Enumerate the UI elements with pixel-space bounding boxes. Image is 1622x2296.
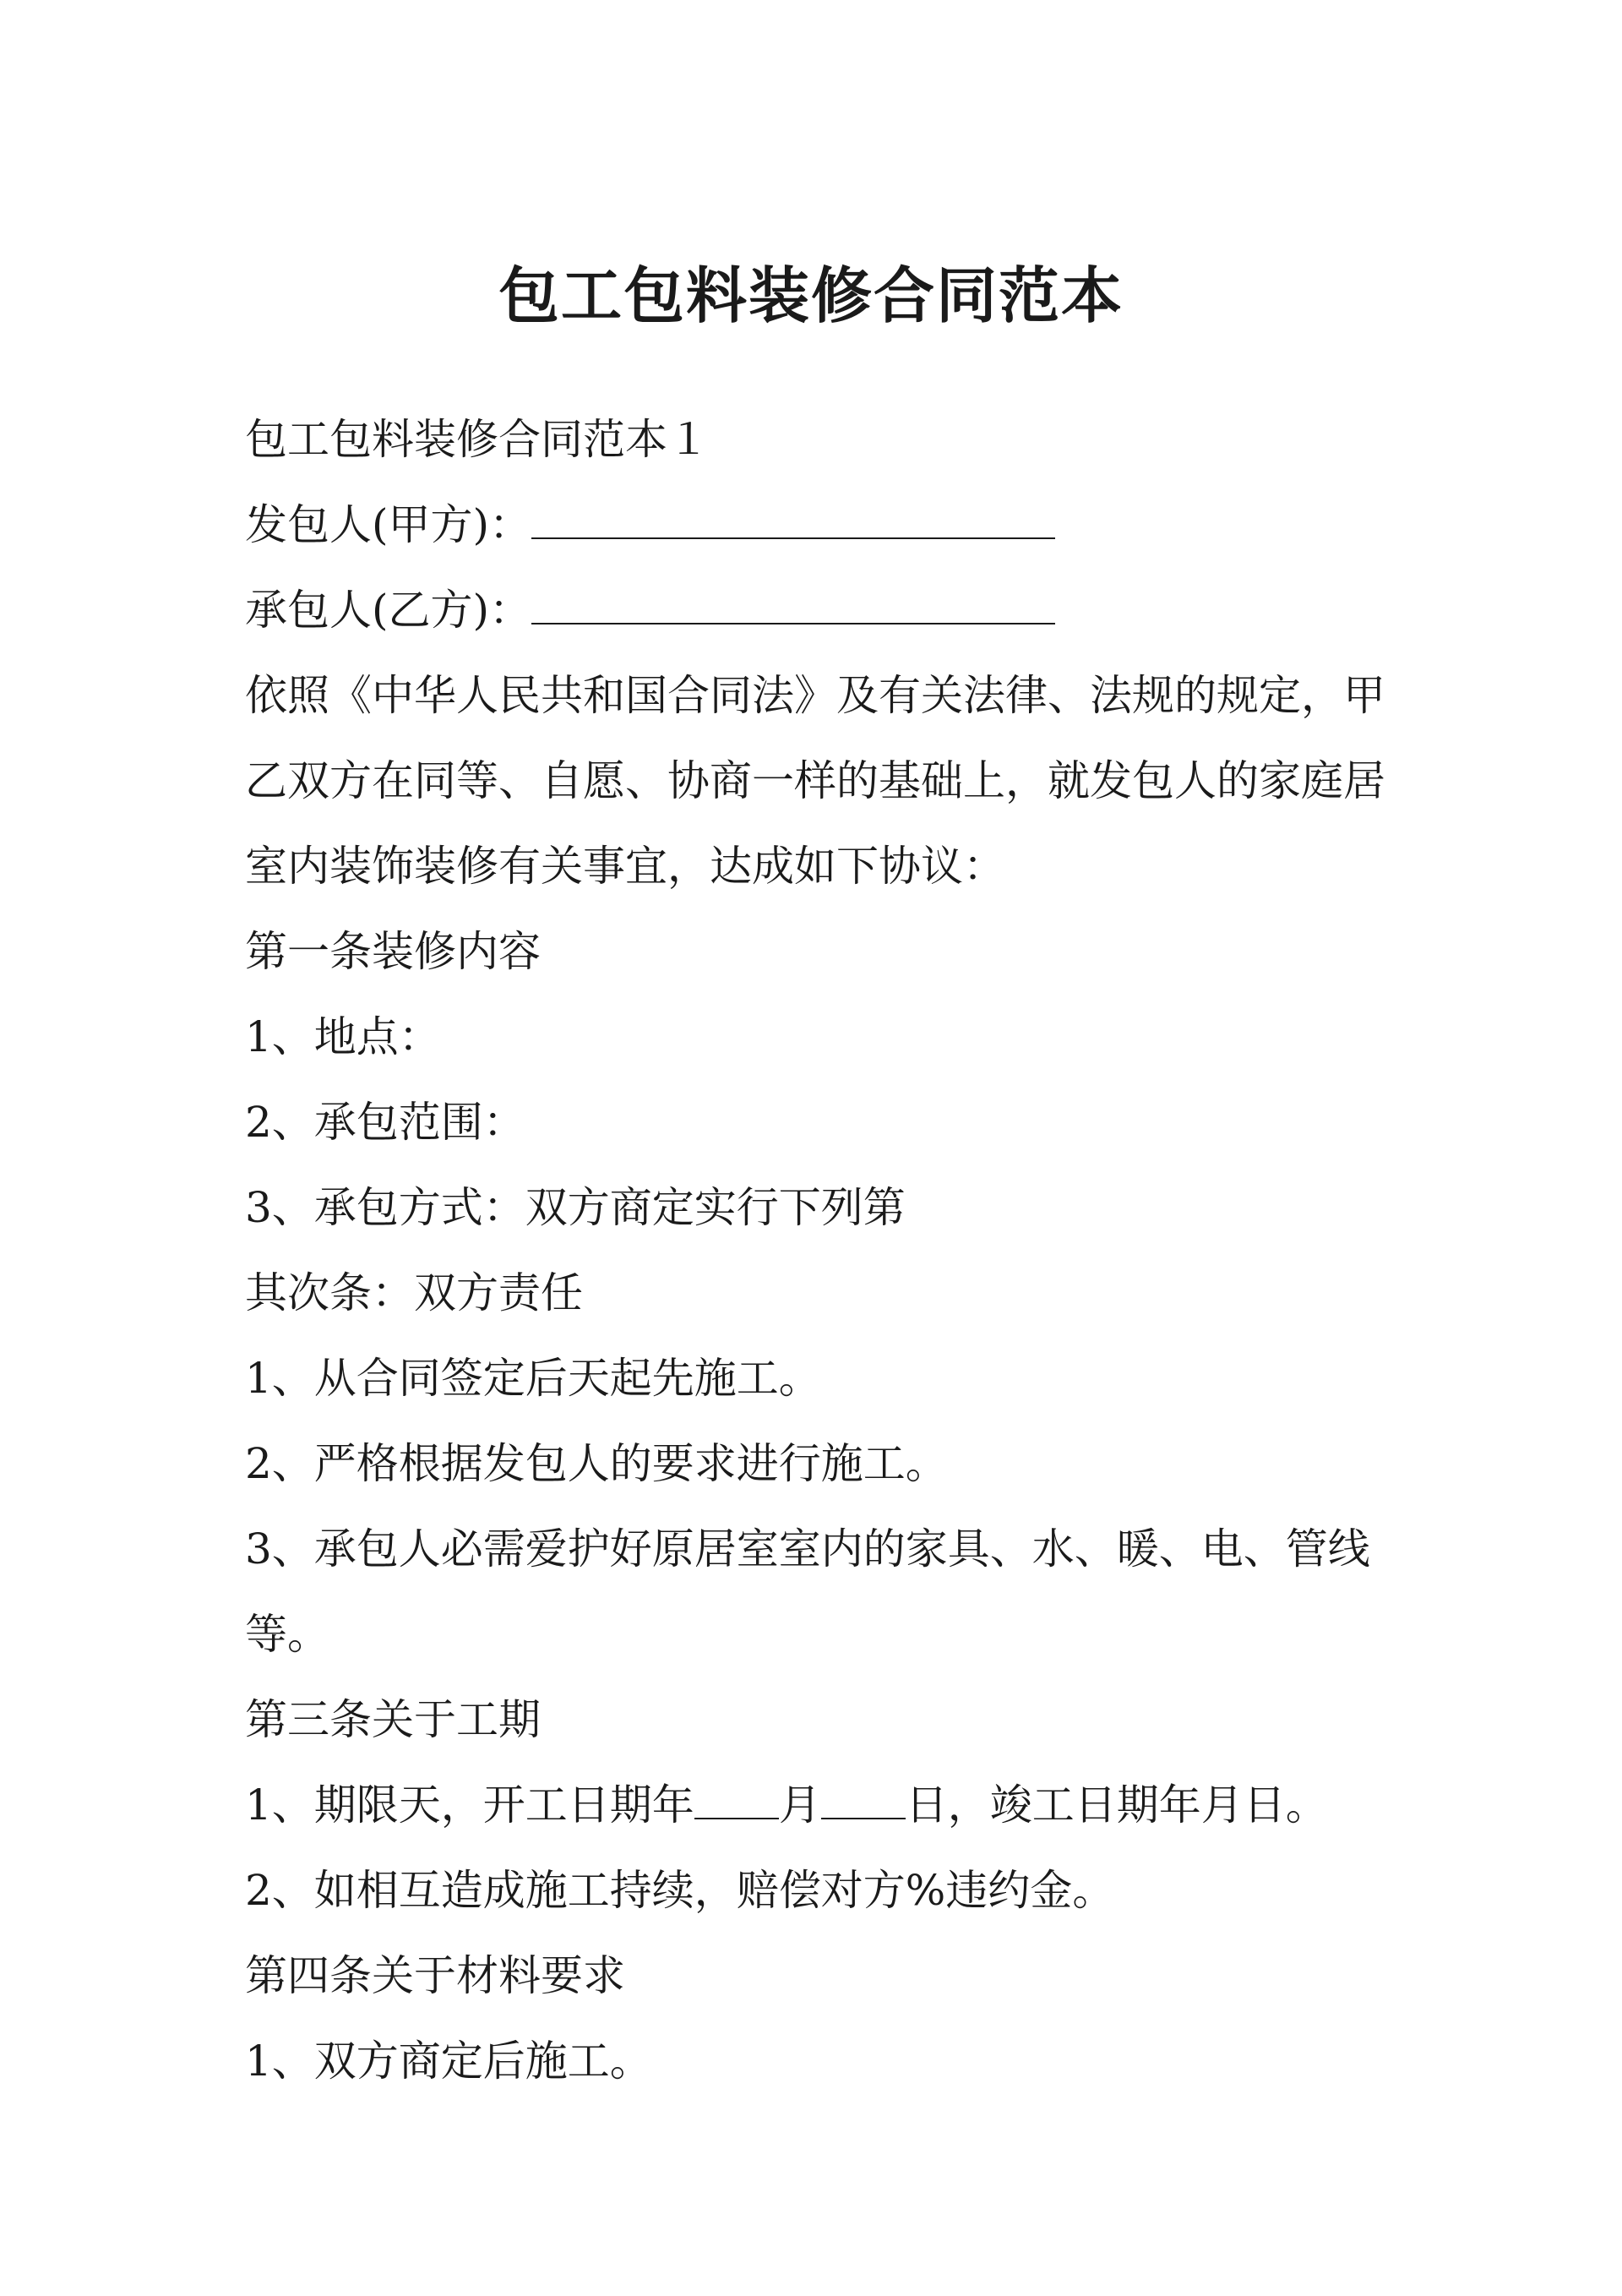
article4-heading: 第四条关于材料要求 bbox=[245, 1951, 625, 2000]
document-body bbox=[245, 397, 1402, 2104]
month-blank bbox=[694, 1787, 779, 1819]
party-b-line bbox=[245, 568, 1402, 653]
article3-heading: 第三条关于工期 bbox=[245, 1695, 541, 1744]
party-b-blank bbox=[531, 592, 1055, 624]
party-a-line bbox=[245, 483, 1402, 568]
article3-item-2: 2、如相互造成施工持续，赔偿对方%违约金。 bbox=[245, 1866, 1115, 1915]
article2-item: 1、从合同签定后天起先施工。 bbox=[245, 1354, 821, 1403]
article1-item: 3、承包方式：双方商定实行下列第 bbox=[245, 1183, 906, 1232]
article1-item: 2、承包范围： bbox=[245, 1098, 525, 1147]
party-b-label: 承包人(乙方)： bbox=[245, 586, 532, 635]
party-a-label: 发包人(甲方)： bbox=[245, 500, 532, 549]
document-title: 包工包料装修合同范本 bbox=[498, 259, 1124, 331]
article1-item: 1、地点： bbox=[245, 1012, 441, 1061]
article1-heading: 第一条装修内容 bbox=[245, 927, 541, 976]
article4-item-1: 1、双方商定后施工。 bbox=[245, 2037, 652, 2086]
article2-item: 2、严格根据发包人的要求进行施工。 bbox=[245, 1439, 948, 1488]
contract-subtitle: 包工包料装修合同范本１ bbox=[245, 415, 710, 464]
party-a-blank bbox=[531, 507, 1055, 539]
preamble-paragraph: 依照《中华人民共和国合同法》及有关法律、法规的规定，甲乙双方在同等、自愿、协商一样的基础上，就发包人的家庭居室内装饰装修有关事宜，达成如下协议： bbox=[245, 671, 1385, 891]
article3-item-1 bbox=[245, 1763, 1402, 1848]
article3-item-1-part3: 日，竣工日期年月日。 bbox=[905, 1781, 1328, 1830]
article3-item-1-part2: 月 bbox=[778, 1781, 821, 1830]
article3-item-1-part1: 1、期限天，开工日期年 bbox=[245, 1781, 694, 1830]
day-blank bbox=[821, 1787, 906, 1819]
article2-item: 3、承包人必需爱护好原居室室内的家具、水、暖、电、管线等。 bbox=[245, 1524, 1370, 1659]
article2-heading: 其次条：双方责任 bbox=[245, 1268, 583, 1317]
